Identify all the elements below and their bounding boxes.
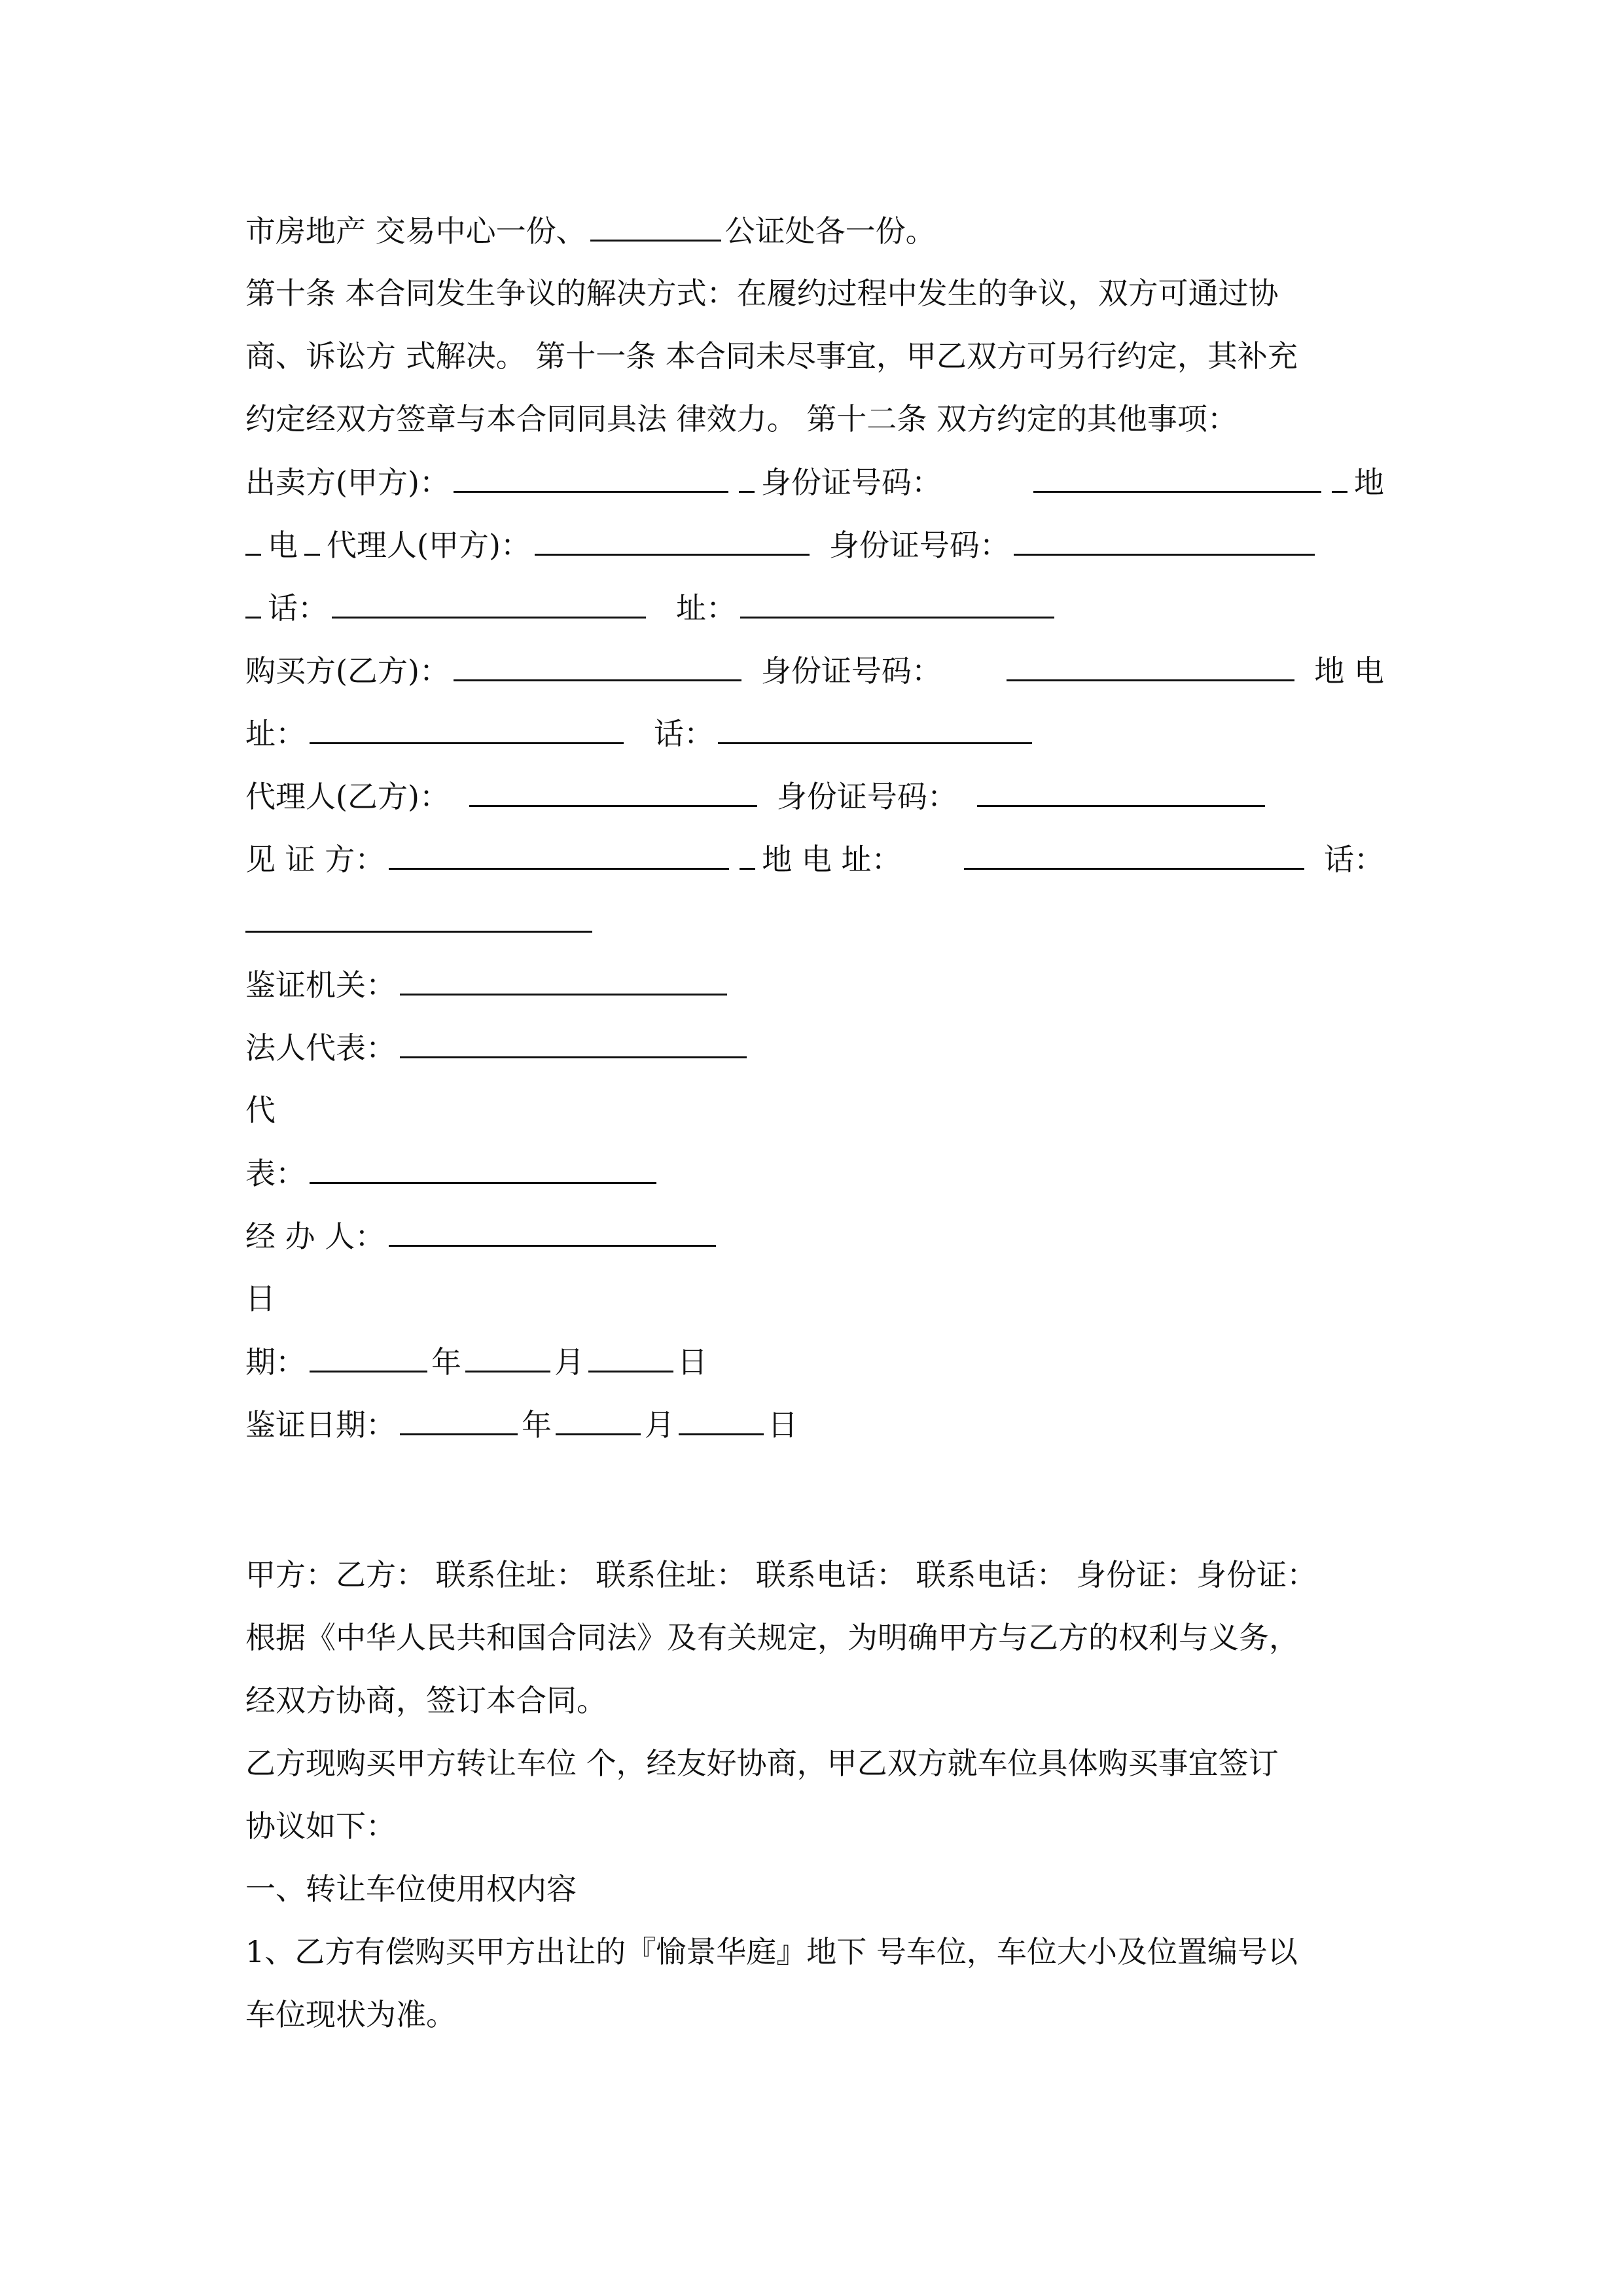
buyer-phone-field[interactable] (718, 713, 1032, 744)
verify-org-field[interactable] (400, 965, 727, 996)
text: 月 (645, 1407, 675, 1443)
underscore (245, 525, 261, 556)
verify-org-label: 鉴证机关： (245, 967, 396, 1003)
agent-a-line (245, 525, 1384, 565)
underscore (1332, 462, 1347, 493)
verify-month-field[interactable] (556, 1405, 641, 1435)
id-label: 身份证号码： (776, 779, 957, 814)
verify-day-field[interactable] (679, 1405, 764, 1435)
date-label: 期： (245, 1344, 306, 1380)
witness-phone-line (245, 902, 1384, 942)
text: 话： (654, 716, 714, 751)
seller-address-field[interactable] (740, 588, 1054, 619)
id-label: 身份证号码： (829, 528, 1010, 563)
text: 地 电 (1314, 653, 1384, 689)
text: 月 (554, 1344, 584, 1380)
rep-line-2 (245, 1153, 1384, 1193)
text: 址： (245, 716, 306, 751)
witness-address-field[interactable] (964, 839, 1304, 870)
date-line-2 (245, 1342, 1384, 1382)
text: 市房地产 交易中心一份、 (245, 213, 586, 249)
rep-label: 表： (245, 1156, 306, 1191)
basis-line-1: 根据《中华人民共和国合同法》及有关规定，为明确甲方与乙方的权利与义务， (245, 1620, 1299, 1655)
handler-label: 经 办 人： (245, 1219, 385, 1254)
date-year-field[interactable] (310, 1342, 427, 1372)
verify-date-label: 鉴证日期： (245, 1407, 396, 1443)
purchase-line-2: 协议如下： (245, 1808, 396, 1844)
text: 日 (677, 1344, 707, 1380)
agent-b-id-field[interactable] (977, 776, 1265, 807)
witness-line (245, 839, 1384, 879)
handler-field[interactable] (389, 1216, 716, 1247)
date-day-field[interactable] (588, 1342, 673, 1372)
purchase-line-1: 乙方现购买甲方转让车位 个，经友好协商，甲乙双方就车位具体购买事宜签订 (245, 1746, 1279, 1781)
text: 电 (268, 528, 298, 563)
item-1-line-2: 车位现状为准。 (245, 1997, 456, 2032)
text: 日 (768, 1407, 798, 1443)
basis-line-2: 经双方协商，签订本合同。 (245, 1683, 607, 1718)
article-10-line1: 第十条 本合同发生争议的解决方式：在履约过程中发生的争议，双方可通过协 (245, 276, 1279, 311)
seller-line (245, 462, 1384, 502)
item-1-line-1: 1、乙方有偿购买甲方出让的『愉景华庭』地下 号车位，车位大小及位置编号以 (245, 1934, 1298, 1969)
text: 年 (522, 1407, 552, 1443)
blank-field[interactable] (590, 211, 721, 242)
agent-a-label: 代理人(甲方)： (327, 528, 531, 563)
id-label: 身份证号码： (760, 465, 942, 500)
text: 话： (1324, 842, 1384, 877)
legal-rep-field[interactable] (400, 1028, 747, 1058)
seller-phone-line (245, 588, 1384, 628)
text: 址： (676, 590, 736, 626)
verify-year-field[interactable] (400, 1405, 518, 1435)
handler-line (245, 1216, 1384, 1256)
buyer-name-field[interactable] (454, 651, 741, 681)
seller-id-field[interactable] (1033, 462, 1321, 493)
agent-a-name-field[interactable] (535, 525, 810, 556)
underscore (740, 839, 755, 870)
article-10-line2: 商、诉讼方 式解决。 第十一条 本合同未尽事宜，甲乙双方可另行约定，其补充 (245, 338, 1298, 374)
agent-b-line (245, 776, 1384, 816)
date-line-1: 日 (245, 1281, 276, 1316)
article-11-12-line: 约定经双方签章与本合同同具法 律效力。 第十二条 双方约定的其他事项： (245, 401, 1238, 437)
buyer-id-field[interactable] (1007, 651, 1294, 681)
buyer-address-field[interactable] (310, 713, 624, 744)
copies-line (245, 211, 1384, 251)
seller-label: 出卖方(甲方)： (245, 465, 450, 500)
witness-label: 见 证 方： (245, 842, 385, 877)
underscore (739, 462, 755, 493)
verify-org-line (245, 965, 1384, 1005)
legal-rep-line (245, 1028, 1384, 1067)
agent-a-id-field[interactable] (1014, 525, 1315, 556)
text: 地 (1354, 465, 1384, 500)
seller-phone-field[interactable] (332, 588, 646, 619)
agent-b-label: 代理人(乙方)： (245, 779, 450, 814)
date-month-field[interactable] (465, 1342, 550, 1372)
text: 地 电 址： (762, 842, 902, 877)
buyer-line (245, 651, 1384, 691)
text: 公证处各一份。 (724, 213, 936, 249)
parties-line: 甲方：乙方： 联系住址： 联系住址： 联系电话： 联系电话： 身份证：身份证： (245, 1557, 1317, 1592)
id-label: 身份证号码： (760, 653, 942, 689)
buyer-address-line (245, 713, 1384, 753)
rep-line-1: 代 (245, 1092, 276, 1128)
underscore (304, 525, 320, 556)
witness-phone-field[interactable] (245, 902, 592, 933)
seller-name-field[interactable] (454, 462, 728, 493)
underscore (245, 588, 261, 619)
text: 话： (268, 590, 328, 626)
witness-name-field[interactable] (389, 839, 729, 870)
verify-date-line (245, 1405, 1384, 1444)
text: 年 (431, 1344, 461, 1380)
legal-rep-label: 法人代表： (245, 1030, 396, 1066)
agent-b-name-field[interactable] (469, 776, 757, 807)
buyer-label: 购买方(乙方)： (245, 653, 450, 689)
rep-field[interactable] (310, 1153, 656, 1184)
section-1-heading: 一、转让车位使用权内容 (245, 1871, 577, 1907)
